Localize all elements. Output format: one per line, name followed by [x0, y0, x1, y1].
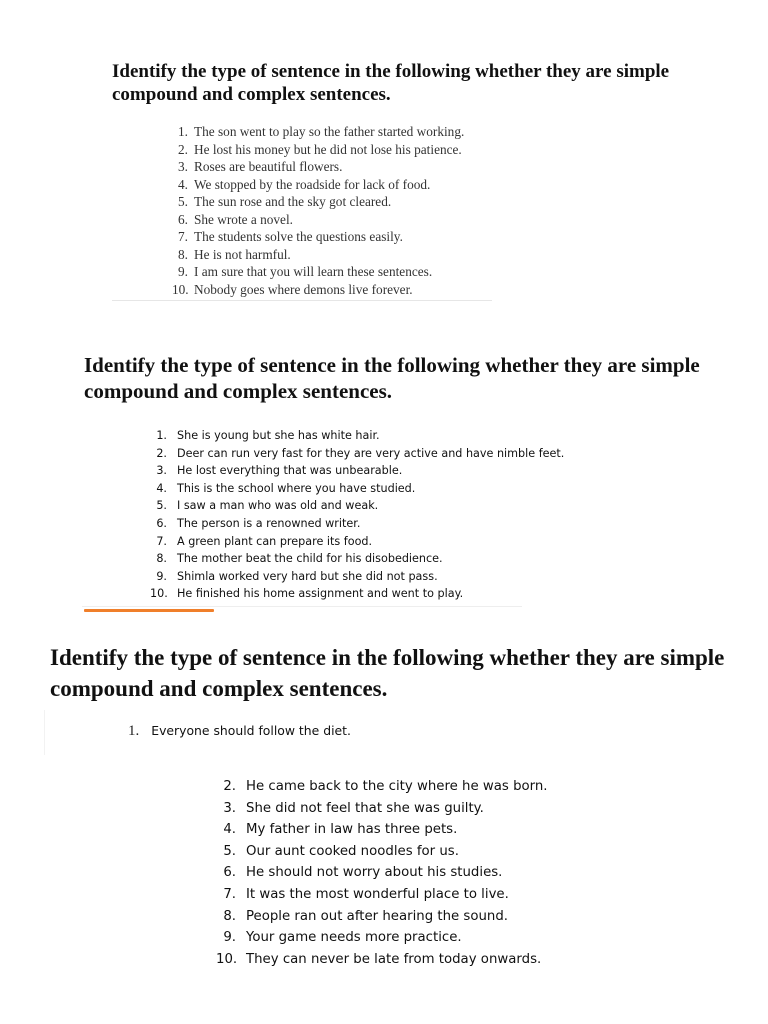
list-item: [172, 228, 464, 246]
item-text: She wrote a novel.: [194, 211, 293, 227]
item-text: People ran out after hearing the sound.: [246, 908, 509, 924]
item-text: Shimla worked very hard but she did not pass.: [177, 569, 438, 583]
item-text: The sun rose and the sky got cleared.: [194, 194, 392, 209]
list-item: [216, 906, 548, 928]
item-text: This is the school where you have studied.: [177, 481, 416, 495]
item-number: 9.: [223, 930, 236, 946]
list-item: [216, 884, 548, 906]
item-text: She is young but she has white hair.: [177, 429, 380, 442]
item-number: 10.: [172, 281, 189, 297]
item-number: 6.: [156, 516, 167, 530]
item-text: Everyone should follow the diet.: [151, 723, 351, 738]
list-item: [150, 445, 564, 463]
item-text: The mother beat the child for his disobedience.: [177, 552, 443, 566]
list-item: [172, 263, 464, 281]
item-number: 10.: [150, 587, 168, 601]
item-number: 3.: [156, 464, 167, 478]
list-item: [216, 841, 548, 863]
list-item: [172, 281, 464, 299]
item-text: She did not feel that she was guilty.: [246, 800, 484, 816]
item-text: The person is a renowned writer.: [177, 516, 361, 530]
item-number: 6.: [223, 865, 236, 881]
item-text: The son went to play so the father started working.: [194, 124, 465, 139]
item-number: 1.: [128, 723, 140, 739]
list-item: [172, 176, 464, 194]
item-text: He lost his money but he did not lose his patience.: [194, 141, 462, 157]
item-text: He came back to the city where he was born.: [246, 779, 548, 794]
item-text: He finished his home assignment and went to play.: [177, 587, 464, 601]
item-number: 4.: [156, 481, 167, 495]
list-item: [216, 949, 548, 971]
item-text: My father in law has three pets.: [246, 822, 458, 838]
list-item: [172, 158, 464, 176]
item-number: 6.: [178, 211, 188, 227]
list-item: [172, 141, 464, 159]
item-number: 5.: [178, 194, 188, 209]
item-text: A green plant can prepare its food.: [177, 534, 373, 548]
item-number: 1.: [178, 124, 188, 139]
section-1-divider: [112, 300, 492, 301]
section-1-sentence-list: [172, 123, 464, 298]
item-number: 7.: [178, 229, 188, 244]
list-item: [172, 211, 464, 229]
list-item: [172, 123, 464, 141]
list-item: [172, 246, 464, 264]
item-text: Roses are beautiful flowers.: [194, 159, 343, 174]
item-number: 3.: [178, 159, 188, 174]
item-text: I saw a man who was old and weak.: [177, 499, 379, 513]
list-item: [128, 723, 351, 740]
list-item: [216, 798, 548, 820]
item-number: 2.: [178, 141, 188, 157]
item-text: It was the most wonderful place to live.: [246, 886, 509, 902]
item-number: 3.: [223, 800, 236, 816]
list-item: [150, 480, 564, 498]
section-1-heading: Identify the type of sentence in the following whether they are simple compound and complex sentences.: [112, 61, 670, 105]
item-text: They can never be late from today onwards.: [246, 951, 542, 967]
item-number: 5.: [156, 499, 167, 513]
item-number: 9.: [156, 569, 167, 583]
item-number: 10.: [216, 951, 238, 967]
item-number: 5.: [223, 843, 236, 859]
item-text: He lost everything that was unbearable.: [177, 464, 403, 478]
item-number: 8.: [156, 552, 167, 566]
list-item: [150, 533, 564, 551]
item-text: He should not worry about his studies.: [246, 865, 503, 881]
item-text: Deer can run very fast for they are very active and have nimble feet.: [177, 446, 565, 460]
list-item: [150, 515, 564, 533]
item-text: I am sure that you will learn these sentences.: [194, 264, 433, 279]
item-text: He is not harmful.: [194, 246, 291, 262]
item-number: 2.: [223, 779, 236, 794]
cropped-orange-heading-fragment: [84, 607, 214, 612]
item-number: 8.: [223, 908, 236, 924]
item-text: We stopped by the roadside for lack of food.: [194, 176, 431, 192]
list-item: [216, 819, 548, 841]
item-text: Nobody goes where demons live forever.: [194, 281, 413, 297]
item-number: 7.: [223, 886, 236, 902]
list-item: [150, 497, 564, 515]
orange-underline: [84, 609, 214, 612]
list-item: [216, 776, 548, 798]
list-item: [150, 585, 564, 603]
item-number: 8.: [178, 246, 188, 262]
item-number: 4.: [223, 822, 236, 838]
item-number: 1.: [156, 429, 167, 442]
section-2-heading: Identify the type of sentence in the following whether they are simple compound and complex sentences.: [84, 353, 700, 403]
section-3-heading: Identify the type of sentence in the following whether they are simple compound and complex sentences.: [50, 645, 725, 701]
item-number: 2.: [156, 446, 167, 460]
list-item: [150, 550, 564, 568]
list-item: [150, 568, 564, 586]
list-item: [172, 193, 464, 211]
section-3-sentence-list: [216, 776, 548, 970]
section-3-edge: [44, 710, 45, 755]
list-item: [216, 862, 548, 884]
item-text: Your game needs more practice.: [246, 930, 462, 946]
item-text: The students solve the questions easily.: [194, 229, 403, 244]
section-2-sentence-list: [150, 427, 564, 603]
list-item: [150, 462, 564, 480]
item-number: 4.: [178, 176, 188, 192]
list-item: [216, 927, 548, 949]
item-text: Our aunt cooked noodles for us.: [246, 843, 459, 859]
item-number: 9.: [178, 264, 188, 279]
item-number: 7.: [156, 534, 167, 548]
list-item: [150, 427, 564, 445]
